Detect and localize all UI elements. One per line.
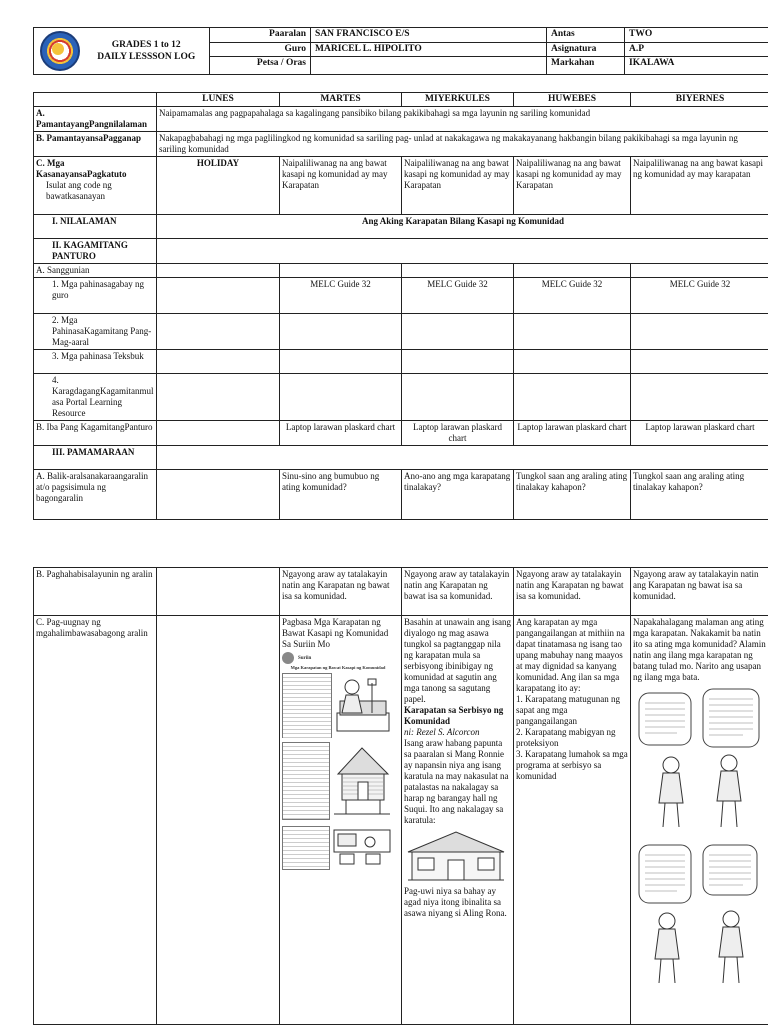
empty-cell (631, 314, 768, 350)
day-header-martes: MARTES (280, 93, 402, 107)
kasanayan-miyerkules: Naipaliliwanag na ang bawat kasapi ng komunidad ay may Karapatan (402, 157, 514, 215)
day-header-miyerkules: MIYERKULES (402, 93, 514, 107)
holiday-text: HOLIDAY (157, 157, 280, 215)
empty-cell (514, 314, 631, 350)
pag-uugnay-biyernes (631, 616, 768, 1025)
miyerkules-story-author: ni: Rezel S. Alcorcon (404, 727, 511, 738)
asignatura-label: Asignatura (547, 42, 625, 57)
pag-uugnay-lunes (157, 616, 280, 1025)
miyerkules-instructions: Basahin at unawain ang isang diyalogo ng mag asawa tungkol sa pagtanggap nila ng karapatan mula sa serbisyong ibinibigay ng komunidad at sagutin ang mga tanong sa sagutang papel. (404, 617, 511, 705)
empty-cell (631, 374, 768, 421)
iba-pang-kagamitan-martes: Laptop larawan plaskard chart (280, 421, 402, 446)
antas-label: Antas (547, 28, 625, 43)
suriin-worksheet-title: Mga Karapatan ng Bawat Kasapi ng Komunidad (282, 664, 394, 671)
paghahabi-martes: Ngayong araw ay tatalakayin natin ang Karapatan ng bawat isa sa komunidad. (280, 568, 402, 616)
suriin-text-block-3 (282, 826, 330, 870)
gabay-guro-biyernes: MELC Guide 32 (631, 278, 768, 314)
huwebes-right-3: 3. Karapatang lumahok sa mga programa at serbisyo sa komunidad (516, 749, 628, 782)
guro-label: Guro (210, 42, 311, 57)
biyernes-intro: Napakahalagang malaman ang ating mga karapatan. Nakakamit ba natin ito sa ating mga komunidad? Alamin natin ang ilang mga karapatan ng batang tulad mo. Narito ang usapan ng ilang mga bata. (633, 617, 767, 683)
portal-resource-label: 4. KaragdagangKagamitanmulasa Portal Learning Resource (34, 374, 157, 421)
balik-aral-lunes (157, 470, 280, 520)
balik-aral-biyernes: Tungkol saan ang araling ating tinalakay kahapon? (631, 470, 768, 520)
kasanayan-label: C. Mga KasanayansaPagkatuto (36, 158, 154, 180)
header-table (33, 27, 768, 75)
nipa-hut-illustration (330, 742, 394, 818)
huwebes-definition: Ang karapatan ay mga pangangailangan at mithiin na dapat tinatamasa ng isang tao upang mabuhay nang maayos at may dignidad sa kanyang komunidad. Ang ilan sa mga karapatang ito ay: (516, 617, 628, 694)
sanggunian-martes (280, 264, 402, 278)
miyerkules-story-end: Pag-uwi niya sa bahay ay agad niya itong ibinalita sa asawa niyang si Aling Rona. (404, 886, 511, 919)
iba-pang-kagamitan-label: B. Iba Pang KagamitangPanturo (34, 421, 157, 446)
miyerkules-story-text: Isang araw habang papunta sa paaralan si Mang Ronnie ay napansin niya ang isang karatula na may nakasulat na patalastas na nakalagay sa harap ng barangay hall ng Suqui. Ito ang nakalagay sa karatula: (404, 738, 511, 826)
iba-pang-kagamitan-biyernes: Laptop larawan plaskard chart (631, 421, 768, 446)
suriin-worksheet-image-1 (282, 652, 394, 738)
pag-uugnay-label: C. Pag-uugnay ng mgahalimbawasabagong aralin (34, 616, 157, 1025)
day-header-huwebes: HUWEBES (514, 93, 631, 107)
pamantayan-sa-pagganap-label: B. PamantayansaPagganap (34, 132, 157, 157)
gabay-guro-lunes (157, 278, 280, 314)
suriin-worksheet-image-3 (282, 826, 394, 872)
lesson-table (33, 92, 768, 520)
paghahabi-biyernes: Ngayong araw ay tatalakayin natin ang Karapatan ng bawat isa sa komunidad. (631, 568, 768, 616)
corner-cell (34, 93, 157, 107)
balik-aral-huwebes: Tungkol saan ang araling ating tinalakay kahapon? (514, 470, 631, 520)
iba-pang-kagamitan-huwebes: Laptop larawan plaskard chart (514, 421, 631, 446)
martes-suriin-ref: Sa Suriin Mo (282, 639, 399, 650)
paaralan-label: Paaralan (210, 28, 311, 43)
pamantayang-pangnilalaman-text: Naipamamalas ang pagpapahalaga sa kagalingang pansibiko bilang pakikibahagi sa mga layunin ng sariling komunidad (157, 107, 768, 132)
kasanayan-martes: Naipaliliwanag na ang bawat kasapi ng komunidad ay may Karapatan (280, 157, 402, 215)
iba-pang-kagamitan-lunes (157, 421, 280, 446)
classroom-illustration (330, 826, 394, 868)
teksbuk-label: 3. Mga pahinasa Teksbuk (34, 350, 157, 374)
gabay-guro-miyerkules: MELC Guide 32 (402, 278, 514, 314)
asignatura-value: A.P (625, 42, 768, 57)
deped-seal-icon (40, 31, 80, 71)
suriin-badge-icon (282, 652, 294, 664)
empty-cell (631, 350, 768, 374)
suriin-text-block-2 (282, 742, 330, 820)
pamamaraan-empty (157, 446, 768, 470)
paghahabi-label: B. Paghahabisalayunin ng aralin (34, 568, 157, 616)
petsa-value (311, 57, 547, 75)
kasanayan-biyernes: Naipaliliwanag na ang bawat kasapi ng komunidad ay may karapatan (631, 157, 768, 215)
gabay-guro-martes: MELC Guide 32 (280, 278, 402, 314)
deped-seal-cell (34, 28, 84, 75)
day-header-lunes: LUNES (157, 93, 280, 107)
empty-cell (402, 374, 514, 421)
title-line-1: GRADES 1 to 12 (88, 39, 206, 51)
balik-aral-miyerkules: Ano-ano ang mga karapatang tinalakay? (402, 470, 514, 520)
huwebes-right-2: 2. Karapatang mabigyan ng proteksiyon (516, 727, 628, 749)
paaralan-value: SAN FRANCISCO E/S (311, 28, 547, 43)
suriin-worksheet-image-2 (282, 742, 394, 822)
empty-cell (402, 350, 514, 374)
nilalaman-text: Ang Aking Karapatan Bilang Kasapi ng Komunidad (157, 215, 768, 239)
title-line-2: DAILY LESSSON LOG (88, 51, 206, 63)
day-header-biyernes: BIYERNES (631, 93, 768, 107)
sanggunian-huwebes (514, 264, 631, 278)
suriin-badge-text: Suriin (297, 655, 312, 662)
children-conversation-illustration (633, 687, 763, 987)
martes-reading-title: Pagbasa Mga Karapatan ng Bawat Kasapi ng Komunidad (282, 617, 399, 639)
huwebes-right-1: 1. Karapatang matugunan ng sapat ang mga pangangailangan (516, 694, 628, 727)
empty-cell (157, 314, 280, 350)
markahan-label: Markahan (547, 57, 625, 75)
pag-uugnay-miyerkules (402, 616, 514, 1025)
empty-cell (280, 350, 402, 374)
paghahabi-huwebes: Ngayong araw ay tatalakayin natin ang Karapatan ng bawat isa sa komunidad. (514, 568, 631, 616)
pamamaraan-label: III. PAMAMARAAN (34, 446, 157, 470)
gabay-guro-huwebes: MELC Guide 32 (514, 278, 631, 314)
nilalaman-label: I. NILALAMAN (34, 215, 157, 239)
sanggunian-miyerkules (402, 264, 514, 278)
pamantayang-pangnilalaman-label: A. PamantayangPangnilalaman (34, 107, 157, 132)
kasanayan-sub: Isulat ang code ng bawatkasanayan (36, 180, 154, 202)
barangay-hall-illustration (404, 828, 508, 884)
empty-cell (514, 350, 631, 374)
lesson-table-continued (33, 567, 768, 1025)
kasanayan-huwebes: Naipaliliwanag na ang bawat kasapi ng komunidad ay may Karapatan (514, 157, 631, 215)
kagamitang-panturo-label: II. KAGAMITANG PANTURO (34, 239, 157, 264)
balik-aral-martes: Sinu-sino ang bumubuo ng ating komunidad? (280, 470, 402, 520)
gabay-guro-label: 1. Mga pahinasagabay ng guro (34, 278, 157, 314)
miyerkules-story-title: Karapatan sa Serbisyo ng Komunidad (404, 705, 511, 727)
kasanayan-label-cell (34, 157, 157, 215)
empty-cell (402, 314, 514, 350)
log-title (84, 28, 210, 75)
paghahabi-miyerkules: Ngayong araw ay tatalakayin natin ang Karapatan ng bawat isa sa komunidad. (402, 568, 514, 616)
suriin-text-block (282, 673, 332, 738)
sanggunian-lunes (157, 264, 280, 278)
empty-cell (157, 350, 280, 374)
sick-child-bed-illustration (332, 673, 392, 737)
pag-uugnay-huwebes (514, 616, 631, 1025)
balik-aral-label: A. Balik-aralsanakaraangaralin at/o pagsisimula ng bagongaralin (34, 470, 157, 520)
antas-value: TWO (625, 28, 768, 43)
sanggunian-biyernes (631, 264, 768, 278)
guro-value: MARICEL L. HIPOLITO (311, 42, 547, 57)
sanggunian-label: A. Sanggunian (34, 264, 157, 278)
kagamitang-mag-aaral-label: 2. Mga PahinasaKagamitang Pang-Mag-aaral (34, 314, 157, 350)
paghahabi-lunes (157, 568, 280, 616)
petsa-label: Petsa / Oras (210, 57, 311, 75)
empty-cell (157, 374, 280, 421)
empty-cell (514, 374, 631, 421)
empty-cell (280, 314, 402, 350)
empty-cell (280, 374, 402, 421)
pag-uugnay-martes (280, 616, 402, 1025)
kagamitang-panturo-empty (157, 239, 768, 264)
iba-pang-kagamitan-miyerkules: Laptop larawan plaskard chart (402, 421, 514, 446)
pamantayan-sa-pagganap-text: Nakapagbabahagi ng mga paglilingkod ng komunidad sa sariling pag- unlad at nakakagawa ng makakayanang hakbangin bilang pakikibahagi sa mga layunin ng sariling komunidad (157, 132, 768, 157)
markahan-value: IKALAWA (625, 57, 768, 75)
